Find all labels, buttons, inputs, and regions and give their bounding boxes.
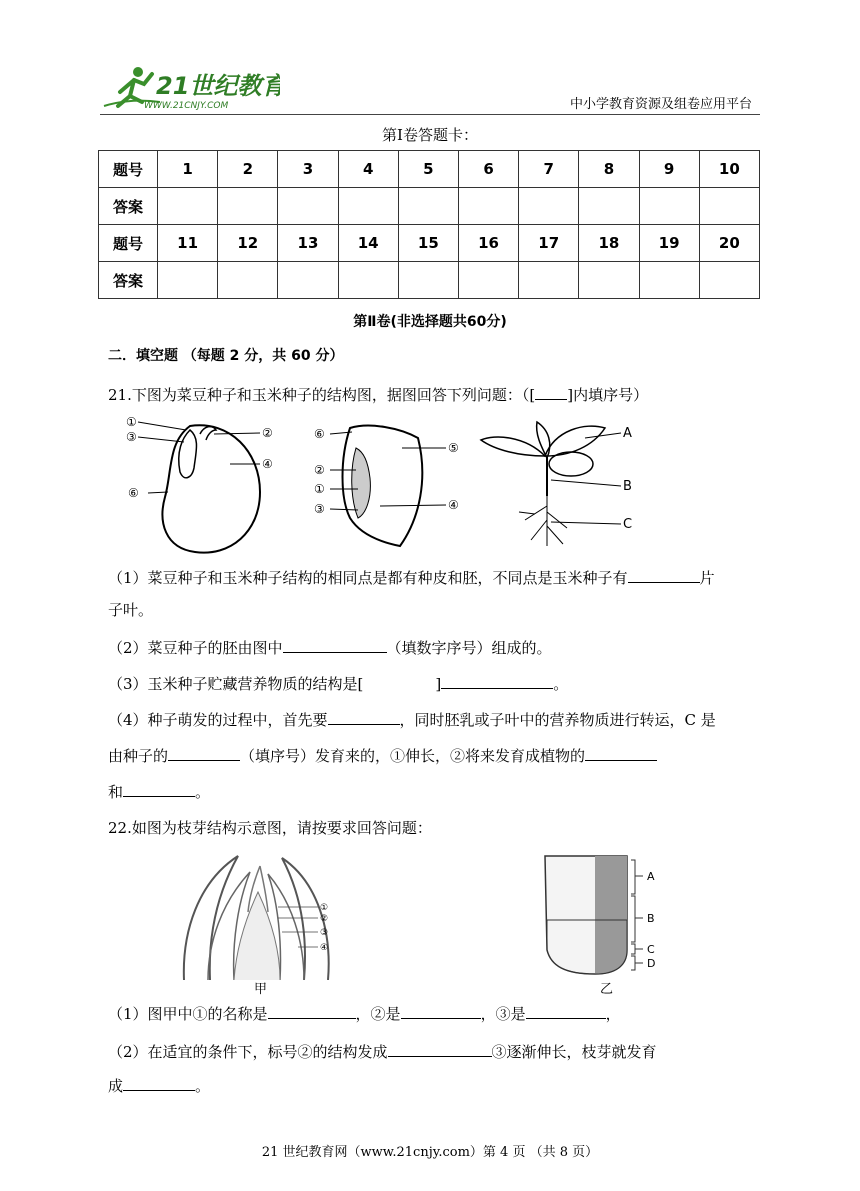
site-logo — [100, 62, 280, 112]
answer-card-title: 第Ⅰ卷答题卡： — [382, 126, 478, 144]
question-number-cell: 15 — [398, 225, 458, 262]
page-footer: 21 世纪教育网（www.21cnjy.com）第 4 页 （共 8 页） — [261, 1145, 599, 1160]
question-number-cell: 2 — [218, 151, 278, 188]
caption-yi: 乙 — [600, 982, 614, 997]
q21-p1: （1）菜豆种子和玉米种子结构的相同点是都有种皮和胚，不同点是玉米种子有 片 — [108, 566, 715, 588]
answer-cell[interactable] — [398, 262, 458, 299]
q21-p3-blank[interactable] — [441, 672, 553, 689]
yi-label-c: C — [647, 943, 655, 956]
question-number-cell: 14 — [338, 225, 398, 262]
q21-p2: （2）菜豆种子的胚由图中 （填数字序号）组成的。 — [108, 636, 552, 658]
fig2-label-3: ③ — [314, 502, 325, 516]
answer-cell[interactable] — [458, 262, 518, 299]
yi-label-d: D — [647, 957, 656, 970]
answer-cell[interactable] — [699, 262, 759, 299]
answer-card-row-label: 答案 — [99, 188, 158, 225]
jia-label-4: ④ — [320, 943, 329, 953]
root-tip-figure-yi — [535, 850, 685, 980]
fig2-label-1: ① — [314, 482, 325, 496]
question-number-cell: 11 — [158, 225, 218, 262]
answer-cell[interactable] — [519, 262, 579, 299]
answer-cell[interactable] — [519, 188, 579, 225]
fig3-label-a: A — [623, 426, 632, 441]
question-number-cell: 8 — [579, 151, 639, 188]
q22-p1-blank-2[interactable] — [401, 1002, 481, 1019]
q21-p2-blank[interactable] — [283, 636, 387, 653]
jia-label-1: ① — [320, 903, 329, 913]
yi-label-a: A — [647, 870, 655, 883]
answer-card-table — [98, 150, 760, 299]
section-heading-note: （每题 2 分，共 60 分） — [182, 348, 344, 364]
platform-name: 中小学教育资源及组卷应用平台 — [569, 97, 752, 112]
fig1-label-6: ⑥ — [128, 486, 139, 500]
answer-cell[interactable] — [338, 188, 398, 225]
answer-cell[interactable] — [218, 262, 278, 299]
q21-p4-line3: 和 。 — [108, 780, 210, 802]
section-heading-label: 二．填空题 — [108, 348, 178, 364]
answer-cell[interactable] — [158, 188, 218, 225]
jia-label-3: ③ — [320, 928, 329, 938]
answer-cell[interactable] — [639, 262, 699, 299]
question-number-cell: 20 — [699, 225, 759, 262]
q21-p4-line2: 由种子的 （填序号）发育来的，①伸长，②将来发育成植物的 — [108, 744, 657, 766]
fig1-label-4: ④ — [262, 457, 273, 471]
section2-title: 第Ⅱ卷(非选择题共60分) — [353, 314, 507, 330]
fig1-label-1: ① — [126, 415, 137, 429]
section2-heading — [108, 345, 344, 366]
jia-label-2: ② — [320, 914, 329, 924]
q22-p2: （2）在适宜的条件下，标号②的结构发成 ③逐渐伸长，枝芽就发育 — [108, 1040, 657, 1062]
q22-p2-blank-2[interactable] — [123, 1074, 195, 1091]
answer-cell[interactable] — [639, 188, 699, 225]
q22-p1-blank-1[interactable] — [268, 1002, 356, 1019]
header-divider — [100, 114, 760, 115]
fig2-label-2: ② — [314, 463, 325, 477]
question-number-cell: 19 — [639, 225, 699, 262]
q21-p4-blank-2[interactable] — [168, 744, 240, 761]
question-number-cell: 18 — [579, 225, 639, 262]
answer-cell[interactable] — [158, 262, 218, 299]
fig3-label-b: B — [623, 479, 632, 494]
answer-card-row — [99, 225, 760, 262]
answer-card-row-label: 答案 — [99, 262, 158, 299]
answer-cell[interactable] — [218, 188, 278, 225]
q21-p1-cont: 子叶。 — [108, 601, 154, 619]
logo-url: WWW.21CNJY.COM — [144, 101, 229, 111]
seedling-figure — [475, 416, 645, 552]
q22-p1: （1）图甲中①的名称是 ，②是 ，③是 ， — [108, 1002, 621, 1024]
question-number-cell: 13 — [278, 225, 338, 262]
q22-p1-blank-3[interactable] — [526, 1002, 606, 1019]
question-number-cell: 3 — [278, 151, 338, 188]
q21-p1-blank[interactable] — [628, 566, 700, 583]
question-number-cell: 9 — [639, 151, 699, 188]
q22-p2-blank-1[interactable] — [388, 1040, 492, 1057]
fig1-label-3: ③ — [126, 430, 137, 444]
fig1-label-2: ② — [262, 426, 273, 440]
yi-label-b: B — [647, 912, 655, 925]
answer-card-row-label: 题号 — [99, 225, 158, 262]
answer-card-row-label: 题号 — [99, 151, 158, 188]
caption-jia: 甲 — [254, 982, 268, 997]
answer-cell[interactable] — [699, 188, 759, 225]
answer-cell[interactable] — [398, 188, 458, 225]
answer-cell[interactable] — [579, 262, 639, 299]
answer-cell[interactable] — [338, 262, 398, 299]
answer-cell[interactable] — [579, 188, 639, 225]
question-number-cell: 10 — [699, 151, 759, 188]
answer-card-row — [99, 151, 760, 188]
fig3-label-c: C — [623, 517, 633, 532]
fig2-label-5: ⑤ — [448, 441, 459, 455]
question-number-cell: 6 — [458, 151, 518, 188]
answer-card-row — [99, 262, 760, 299]
q22-p2-line2: 成 。 — [108, 1074, 210, 1096]
answer-cell[interactable] — [278, 188, 338, 225]
q21-p4-blank-4[interactable] — [123, 780, 195, 797]
fig2-label-4: ④ — [448, 498, 459, 512]
q22-stem: 22.如图为枝芽结构示意图，请按要求回答问题： — [108, 819, 432, 837]
answer-cell[interactable] — [278, 262, 338, 299]
logo-text: 21世纪教育 — [156, 72, 280, 100]
corn-seed-figure — [310, 418, 470, 552]
q21-p3: （3）玉米种子贮藏营养物质的结构是[ ] 。 — [108, 672, 568, 694]
fig2-label-6: ⑥ — [314, 427, 325, 441]
question-number-cell: 16 — [458, 225, 518, 262]
q21-stem-blank[interactable] — [535, 383, 567, 400]
question-number-cell: 5 — [398, 151, 458, 188]
question-number-cell: 12 — [218, 225, 278, 262]
bean-seed-figure — [120, 412, 290, 562]
answer-card-row — [99, 188, 760, 225]
question-number-cell: 1 — [158, 151, 218, 188]
question-number-cell: 7 — [519, 151, 579, 188]
q21-p4-blank-3[interactable] — [585, 744, 657, 761]
question-number-cell: 17 — [519, 225, 579, 262]
q21-stem: 21.下图为菜豆种子和玉米种子的结构图，据图回答下列问题：（[ ]内填序号） — [108, 383, 648, 405]
answer-cell[interactable] — [458, 188, 518, 225]
q21-p4-blank-1[interactable] — [328, 708, 400, 725]
bud-figure-jia — [178, 852, 358, 980]
question-number-cell: 4 — [338, 151, 398, 188]
q21-p4: （4）种子萌发的过程中，首先要 ，同时胚乳或子叶中的营养物质进行转运，C 是 — [108, 708, 716, 730]
